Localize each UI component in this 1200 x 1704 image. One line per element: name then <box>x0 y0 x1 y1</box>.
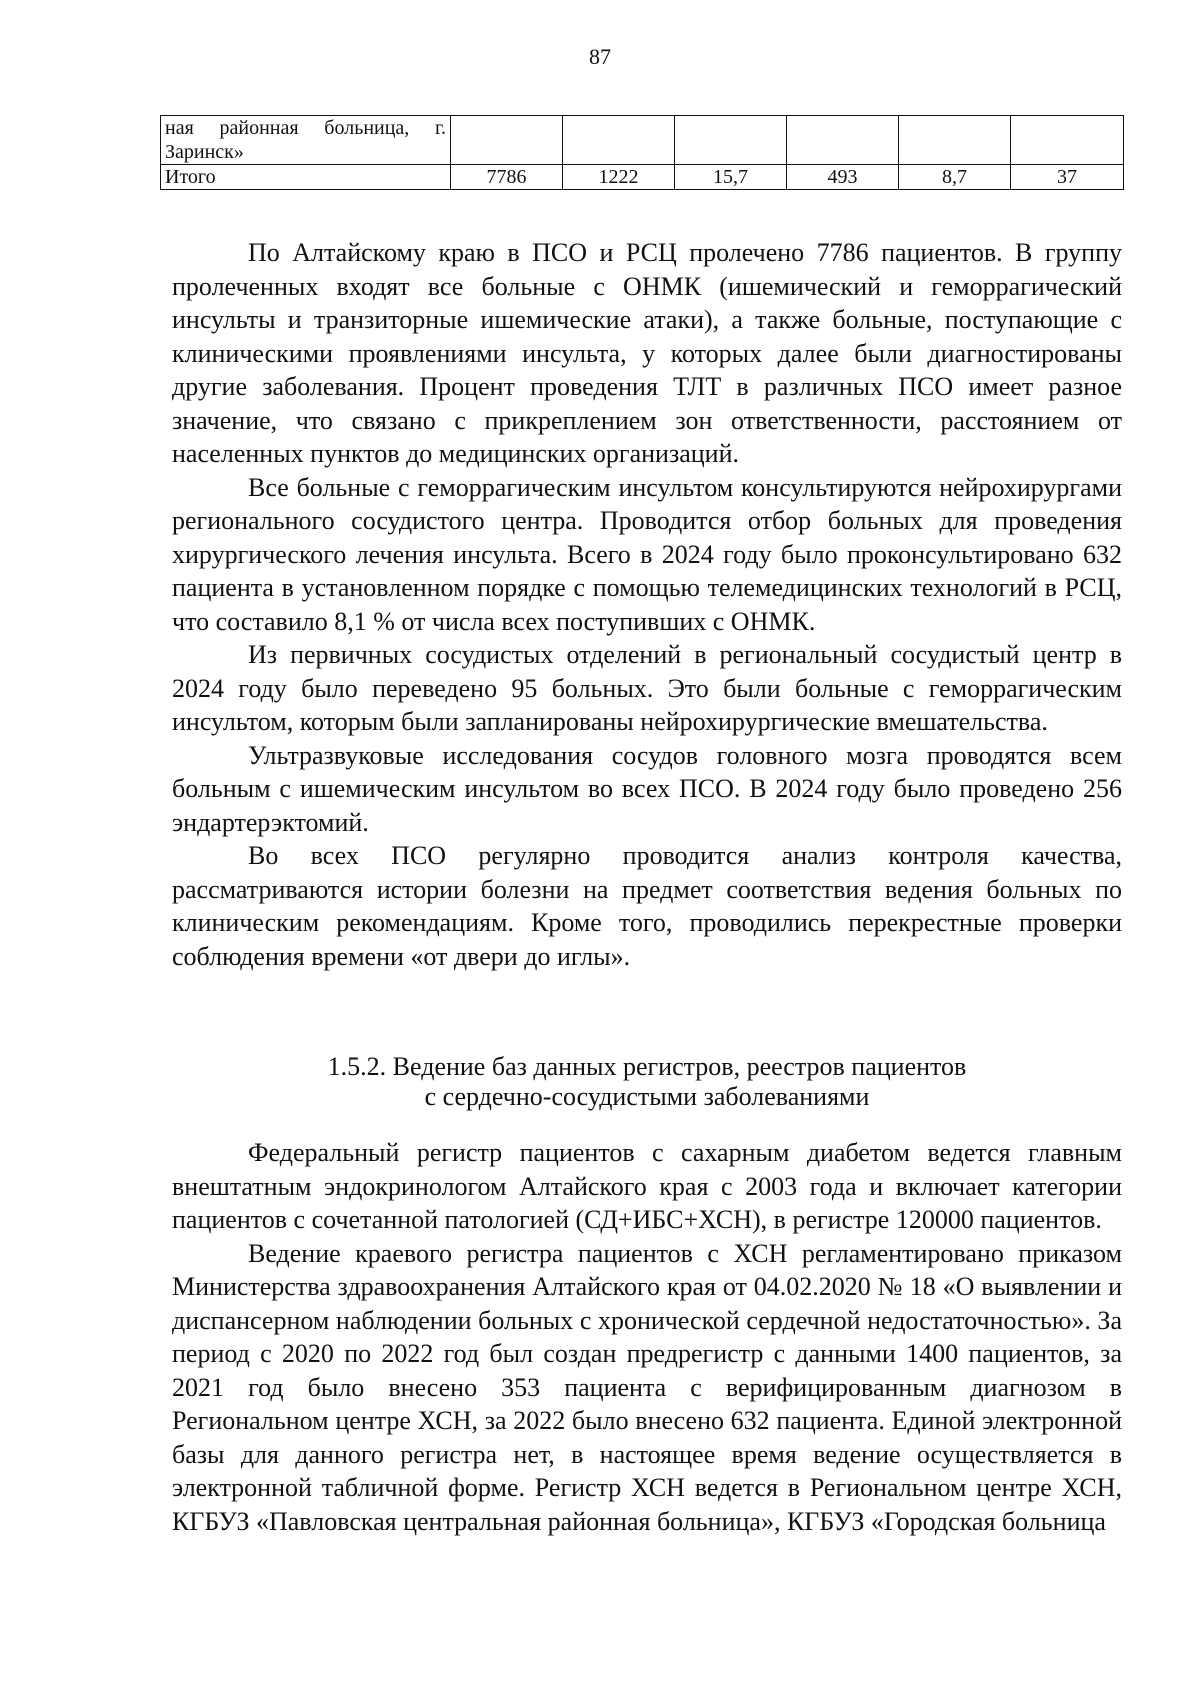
paragraph: По Алтайскому краю в ПСО и РСЦ пролечено 7786 пациентов. В группу пролеченных входят все больные с ОНМК (ишемический и геморрагический инсульты и транзиторные ишемические атаки), а также больные, поступающие с клиническими проявлениями инсульта, у которых далее были диагностированы другие заболевания. Процент проведения ТЛТ в различных ПСО имеет разное значение, что связано с прикреплением зон ответственности, расстоянием от населенных пунктов до медицинских организаций. <box>172 238 1122 468</box>
paragraph: Ультразвуковые исследования сосудов головного мозга проводятся всем больным с ишемическим инсультом во всех ПСО. В 2024 году было проведено 256 эндартерэктомий. <box>172 740 1122 837</box>
paragraph: Федеральный регистр пациентов с сахарным диабетом ведется главным внештатным эндокринологом Алтайского края с 2003 года и включает категории пациентов с сочетанной патологией (СД+ИБС+ХСН), в регистре 120000 пациентов. <box>172 1138 1122 1234</box>
paragraph: Все больные с геморрагическим инсультом консультируются нейрохирургами регионального сосудистого центра. Проводится отбор больных для проведения хирургического лечения инсульта. Всего в 2024 году было проконсультировано 632 пациента в установленном порядке с помощью телемедицинских технологий в РСЦ, что составило 8,1 % от числа всех поступивших с ОНМК. <box>172 472 1122 636</box>
section-heading-line: с сердечно-сосудистыми заболеваниями <box>424 1082 870 1111</box>
stroke-statistics-table <box>160 115 1124 190</box>
table-cell: 8,7 <box>899 165 1011 190</box>
table-cell <box>563 116 675 165</box>
page-number: 87 <box>589 44 611 69</box>
table-cell: 7786 <box>451 165 563 190</box>
paragraph: Из первичных сосудистых отделений в региональный сосудистый центр в 2024 году было переведено 95 больных. Это были больные с геморрагическим инсультом, которым были запланированы нейрохирургические вмешательства. <box>172 640 1122 736</box>
section-heading-line: 1.5.2. Ведение баз данных регистров, реестров пациентов <box>327 1052 967 1081</box>
paragraph: Во всех ПСО регулярно проводится анализ контроля качества, рассматриваются истории болезни на предмет соответствия ведения больных по клиническим рекомендациям. Кроме того, проводились перекрестные проверки соблюдения времени «от двери до иглы». <box>172 841 1122 971</box>
section-heading <box>172 1052 1122 1112</box>
table-cell: 37 <box>1011 165 1124 190</box>
body-text-bottom <box>172 1136 1122 1538</box>
body-text-top <box>172 236 1122 973</box>
table-cell <box>899 116 1011 165</box>
table-cell <box>675 116 787 165</box>
table-cell: 1222 <box>563 165 675 190</box>
table-cell <box>1011 116 1124 165</box>
table-cell: Итого <box>161 165 451 190</box>
paragraph: Ведение краевого регистра пациентов с ХСН регламентировано приказом Министерства здравоохранения Алтайского края от 04.02.2020 № 18 «О выявлении и диспансерном наблюдении больных с хронической сердечной недостаточностью». За период с 2020 по 2022 год был создан предрегистр с данными 1400 пациентов, за 2021 год было внесено 353 пациента с верифицированным диагнозом в Региональном центре ХСН, за 2022 было внесено 632 пациента. Единой электронной базы для данного регистра нет, в настоящее время ведение осуществляется в электронной табличной форме. Регистр ХСН ведется в Региональном центре ХСН, КГБУЗ «Павловская центральная районная больница», КГБУЗ «Городская больница <box>172 1238 1122 1536</box>
table-row <box>161 165 1124 190</box>
table-cell <box>451 116 563 165</box>
table-row <box>161 116 1124 165</box>
table-cell <box>787 116 899 165</box>
table-cell: 493 <box>787 165 899 190</box>
table-cell: ная районная больница, г. Заринск» <box>161 116 451 165</box>
table-cell: 15,7 <box>675 165 787 190</box>
